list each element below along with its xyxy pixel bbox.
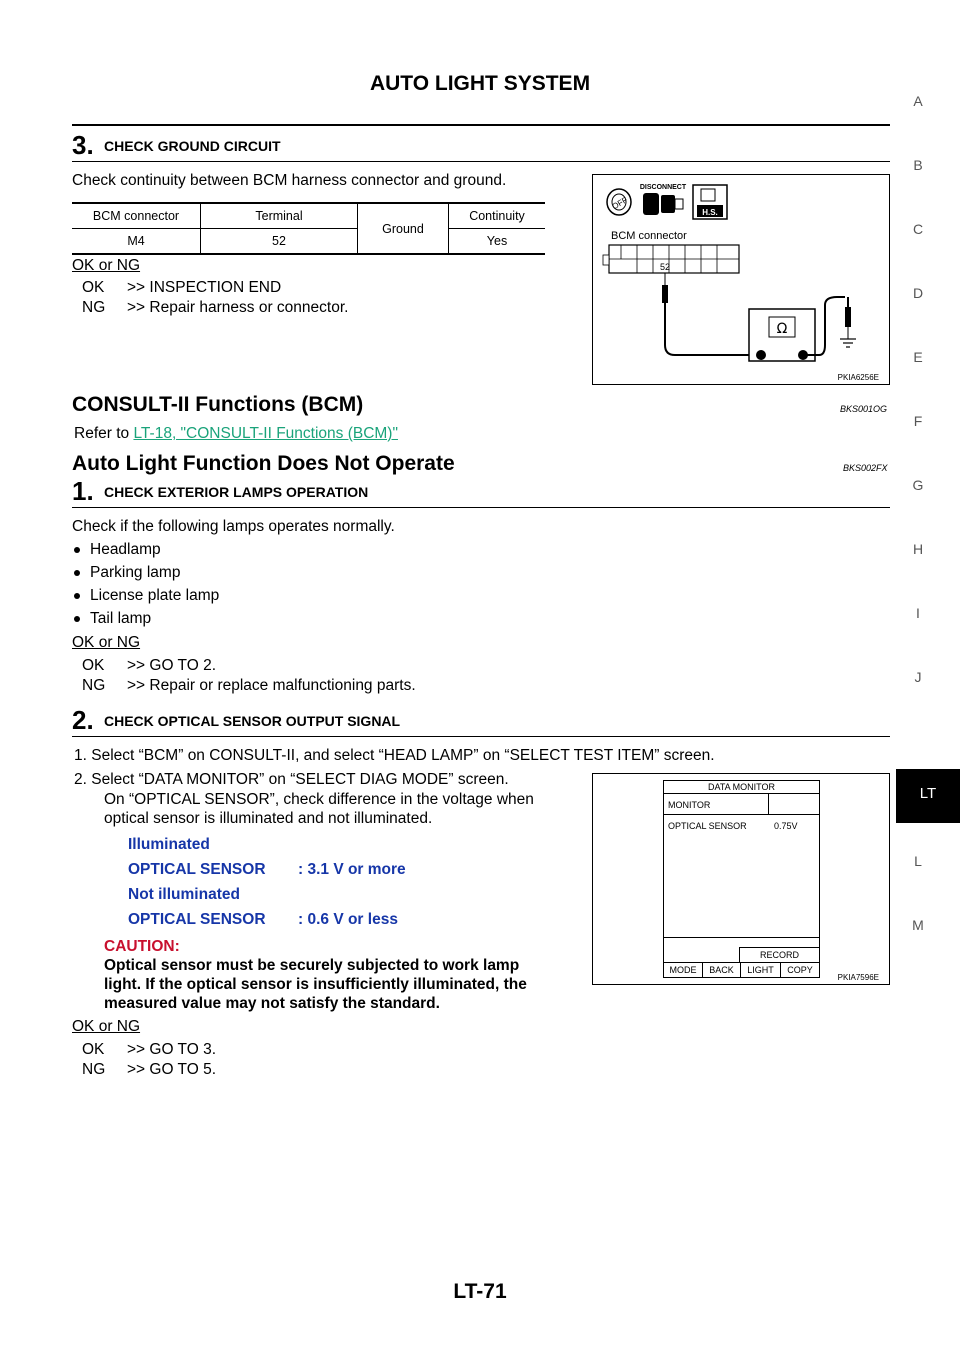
step2-item2-line1: 2. Select “DATA MONITOR” on “SELECT DIAG MODE” screen. [74, 771, 509, 788]
bcm-connector-figure [592, 174, 890, 385]
table-header-continuity: Continuity [449, 204, 546, 229]
caution-line-3: measured value may not satisfy the standard. [104, 995, 440, 1012]
off-label: OFF [610, 195, 629, 212]
side-index-l[interactable]: L [914, 853, 922, 869]
step1-result-ng-key: NG [82, 677, 106, 694]
spec-not-illuminated-label: Not illuminated [128, 886, 240, 903]
side-index-d[interactable]: D [912, 285, 924, 301]
table-cell-terminal: 52 [201, 229, 358, 254]
caution-label: CAUTION: [104, 938, 180, 955]
ohm-symbol: Ω [776, 321, 788, 337]
data-monitor-figure [592, 773, 890, 985]
step1-intro: Check if the following lamps operates normally. [72, 518, 395, 535]
hs-label: H.S. [702, 208, 718, 217]
dm-list-area [663, 814, 820, 938]
spec-optical-sensor-label-1: OPTICAL SENSOR [128, 861, 266, 878]
header-rule [72, 124, 890, 126]
harness-side-icon [693, 185, 727, 219]
dm-back-button[interactable]: BACK [702, 962, 741, 978]
table-header-bcm-connector: BCM connector [72, 204, 201, 229]
step2-item2-line3: optical sensor is illuminated and not illuminated. [104, 810, 433, 827]
step3-result-ng-key: NG [82, 299, 106, 316]
step2-result-ok-value: >> GO TO 3. [127, 1041, 217, 1058]
side-index-lt-label: LT [919, 785, 937, 802]
step3-title: CHECK GROUND CIRCUIT [104, 138, 281, 154]
dm-monitor-label: MONITOR [663, 793, 769, 815]
table-cell-continuity: Yes [486, 234, 508, 248]
bullet-license-plate-lamp: License plate lamp [90, 587, 220, 604]
autolight-section-code: BKS002FX [843, 463, 888, 473]
bullet-headlamp: Headlamp [90, 541, 161, 558]
autolight-section-title: Auto Light Function Does Not Operate [72, 452, 455, 475]
ground-circuit-table [72, 202, 545, 255]
dm-copy-button[interactable]: COPY [780, 962, 820, 978]
table-header-terminal: Terminal [201, 204, 358, 229]
step1-title: CHECK EXTERIOR LAMPS OPERATION [104, 484, 369, 500]
side-index-c[interactable]: C [912, 221, 924, 237]
dm-light-button[interactable]: LIGHT [740, 962, 781, 978]
ignition-off-icon [607, 189, 631, 215]
step1-number: 1. [72, 476, 94, 506]
page-number: LT-71 [453, 1280, 507, 1303]
list-item [74, 610, 151, 628]
step1-result-ng-value: >> Repair or replace malfunctioning parts. [127, 677, 416, 694]
data-monitor-screen [663, 780, 820, 982]
terminal-52-label: 52 [659, 262, 671, 272]
ohmmeter-icon [749, 309, 815, 361]
step2-result-ng-key: NG [82, 1061, 106, 1078]
consult-section-title: CONSULT-II Functions (BCM) [72, 393, 364, 416]
step3-number: 3. [72, 130, 94, 160]
spec-optical-sensor-label-2: OPTICAL SENSOR [128, 911, 266, 928]
consult-refer-text [74, 425, 398, 443]
dm-monitor-blank [768, 793, 820, 815]
page-header-title: AUTO LIGHT SYSTEM [369, 72, 591, 95]
step3-result-ng-value: >> Repair harness or connector. [127, 299, 349, 316]
step3-intro: Check continuity between BCM harness connector and ground. [72, 172, 507, 189]
side-index-e[interactable]: E [913, 349, 923, 365]
side-index-m[interactable]: M [912, 917, 924, 933]
table-header-ground: Ground [358, 204, 449, 253]
dm-title: DATA MONITOR [663, 780, 820, 794]
step2-result-ng-value: >> GO TO 5. [127, 1061, 217, 1078]
side-index-h[interactable]: H [912, 541, 924, 557]
figure-code-pkia7596e: PKIA7596E [837, 973, 879, 982]
side-index-a[interactable]: A [913, 93, 923, 109]
side-index-lt-active[interactable] [896, 769, 960, 823]
step1-result-ok-value: >> GO TO 2. [127, 657, 217, 674]
step3-result-ok-key: OK [82, 279, 105, 296]
bcm-connector-label: BCM connector [611, 230, 687, 242]
bcm-connector-diagram [593, 175, 889, 384]
list-item [74, 587, 219, 605]
step3-ok-ng: OK or NG [72, 257, 141, 274]
step2-title: CHECK OPTICAL SENSOR OUTPUT SIGNAL [104, 713, 401, 729]
dm-optical-sensor-label: OPTICAL SENSOR [668, 821, 747, 831]
step3-rule [72, 161, 890, 162]
dm-optical-sensor-value: 0.75V [774, 821, 798, 831]
step2-number: 2. [72, 705, 94, 735]
caution-line-1: Optical sensor must be securely subjected to work lamp [104, 957, 520, 974]
table-cell-connector: M4 [72, 229, 201, 254]
bullet-parking-lamp: Parking lamp [90, 564, 181, 581]
spec-illuminated-label: Illuminated [128, 836, 210, 853]
step2-rule [72, 736, 890, 737]
consult-section-code: BKS001OG [840, 404, 888, 414]
refer-link[interactable]: LT-18, "CONSULT-II Functions (BCM)" [133, 425, 398, 442]
side-index-f[interactable]: F [913, 413, 923, 429]
side-index-g[interactable]: G [912, 477, 924, 493]
ground-symbol-icon [840, 339, 856, 347]
step2-item1: 1. Select “BCM” on CONSULT-II, and select “HEAD LAMP” on “SELECT TEST ITEM” screen. [74, 747, 715, 764]
spec-optical-sensor-value-2: : 0.6 V or less [298, 911, 398, 928]
dm-record-button[interactable]: RECORD [739, 947, 820, 963]
tester-probe-left [662, 273, 757, 355]
disconnect-icon [640, 184, 687, 215]
connector-body [603, 245, 739, 273]
step2-ok-ng: OK or NG [72, 1018, 141, 1035]
bullet-tail-lamp: Tail lamp [90, 610, 152, 627]
side-index-b[interactable]: B [913, 157, 923, 173]
step2-result-ok-key: OK [82, 1041, 105, 1058]
step1-ok-ng: OK or NG [72, 634, 141, 651]
list-item [74, 564, 180, 582]
step1-rule [72, 507, 890, 508]
side-index-j[interactable]: J [914, 669, 922, 685]
list-item [74, 541, 161, 559]
step1-result-ok-key: OK [82, 657, 105, 674]
step2-item2-line2: On “OPTICAL SENSOR”, check difference in the voltage when [104, 791, 534, 808]
disconnect-label: DISCONNECT [639, 184, 687, 191]
side-index-i[interactable]: I [916, 605, 920, 621]
step3-result-ok-value: >> INSPECTION END [127, 279, 282, 296]
figure-code-pkia6256e: PKIA6256E [837, 373, 879, 382]
refer-prefix: Refer to [74, 425, 134, 442]
dm-mode-button[interactable]: MODE [663, 962, 703, 978]
spec-optical-sensor-value-1: : 3.1 V or more [298, 861, 406, 878]
caution-line-2: light. If the optical sensor is insufficiently illuminated, the [104, 976, 527, 993]
